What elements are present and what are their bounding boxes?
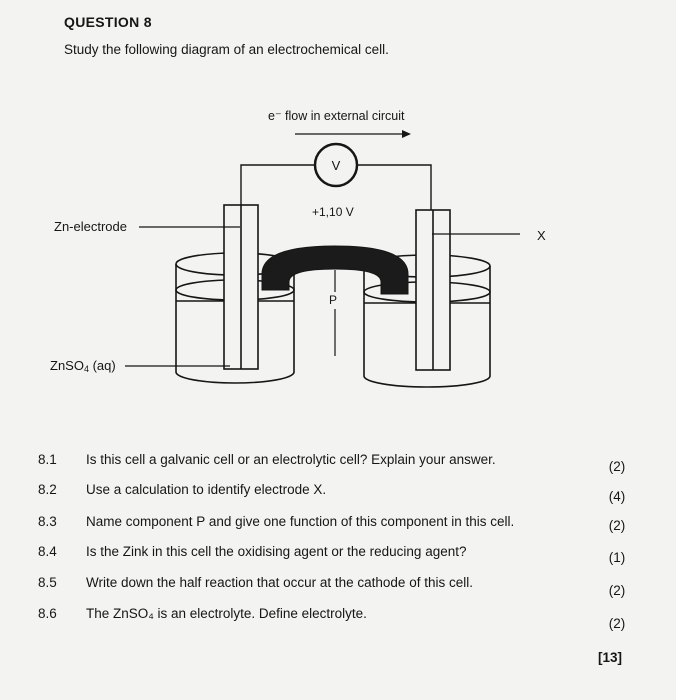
sub-question-number: 8.4 — [38, 544, 57, 559]
sub-question — [0, 452, 676, 474]
voltmeter-symbol: V — [331, 158, 341, 173]
sub-question-text: The ZnSO₄ is an electrolyte. Define electrolyte. — [86, 606, 367, 621]
sub-question-number: 8.5 — [38, 575, 57, 590]
sub-question-marks: (2) — [608, 518, 626, 533]
sub-question-marks: (2) — [608, 583, 626, 598]
sub-question-marks: (1) — [608, 550, 626, 565]
electron-flow-label: e⁻ flow in external circuit — [268, 109, 405, 123]
sub-question — [0, 575, 676, 597]
sub-question-text: Is the Zink in this cell the oxidising agent or the reducing agent? — [86, 544, 467, 559]
electron-flow-arrow — [295, 130, 411, 138]
sub-question — [0, 514, 676, 536]
total-marks: [13] — [598, 650, 623, 665]
sub-question-marks: (2) — [608, 616, 626, 631]
sub-question-text: Name component P and give one function of this component in this cell. — [86, 514, 515, 529]
voltage-reading: +1,10 V — [312, 205, 354, 219]
component-p-label: P — [329, 293, 338, 307]
sub-question-text: Write down the half reaction that occur at the cathode of this cell. — [86, 575, 473, 590]
sub-question-text: Is this cell a galvanic cell or an electrolytic cell? Explain your answer. — [86, 452, 496, 467]
question-heading: QUESTION 8 — [64, 14, 152, 30]
sub-question-text: Use a calculation to identify electrode X. — [86, 482, 327, 497]
zn-electrode-label: Zn-electrode — [54, 219, 127, 234]
electrode-x-label: X — [537, 228, 546, 243]
sub-question-marks: (2) — [608, 459, 626, 474]
question-intro: Study the following diagram of an electrochemical cell. — [64, 42, 389, 57]
sub-question-number: 8.2 — [38, 482, 57, 497]
sub-question-number: 8.1 — [38, 452, 57, 467]
electrolyte-label: ZnSO4 (aq) — [50, 358, 116, 374]
sub-question — [0, 606, 676, 631]
sub-question — [0, 482, 676, 504]
sub-question-marks: (4) — [608, 489, 626, 504]
sub-question-number: 8.6 — [38, 606, 57, 621]
sub-question — [0, 544, 676, 566]
sub-question-number: 8.3 — [38, 514, 57, 529]
zn-electrode — [224, 205, 258, 369]
